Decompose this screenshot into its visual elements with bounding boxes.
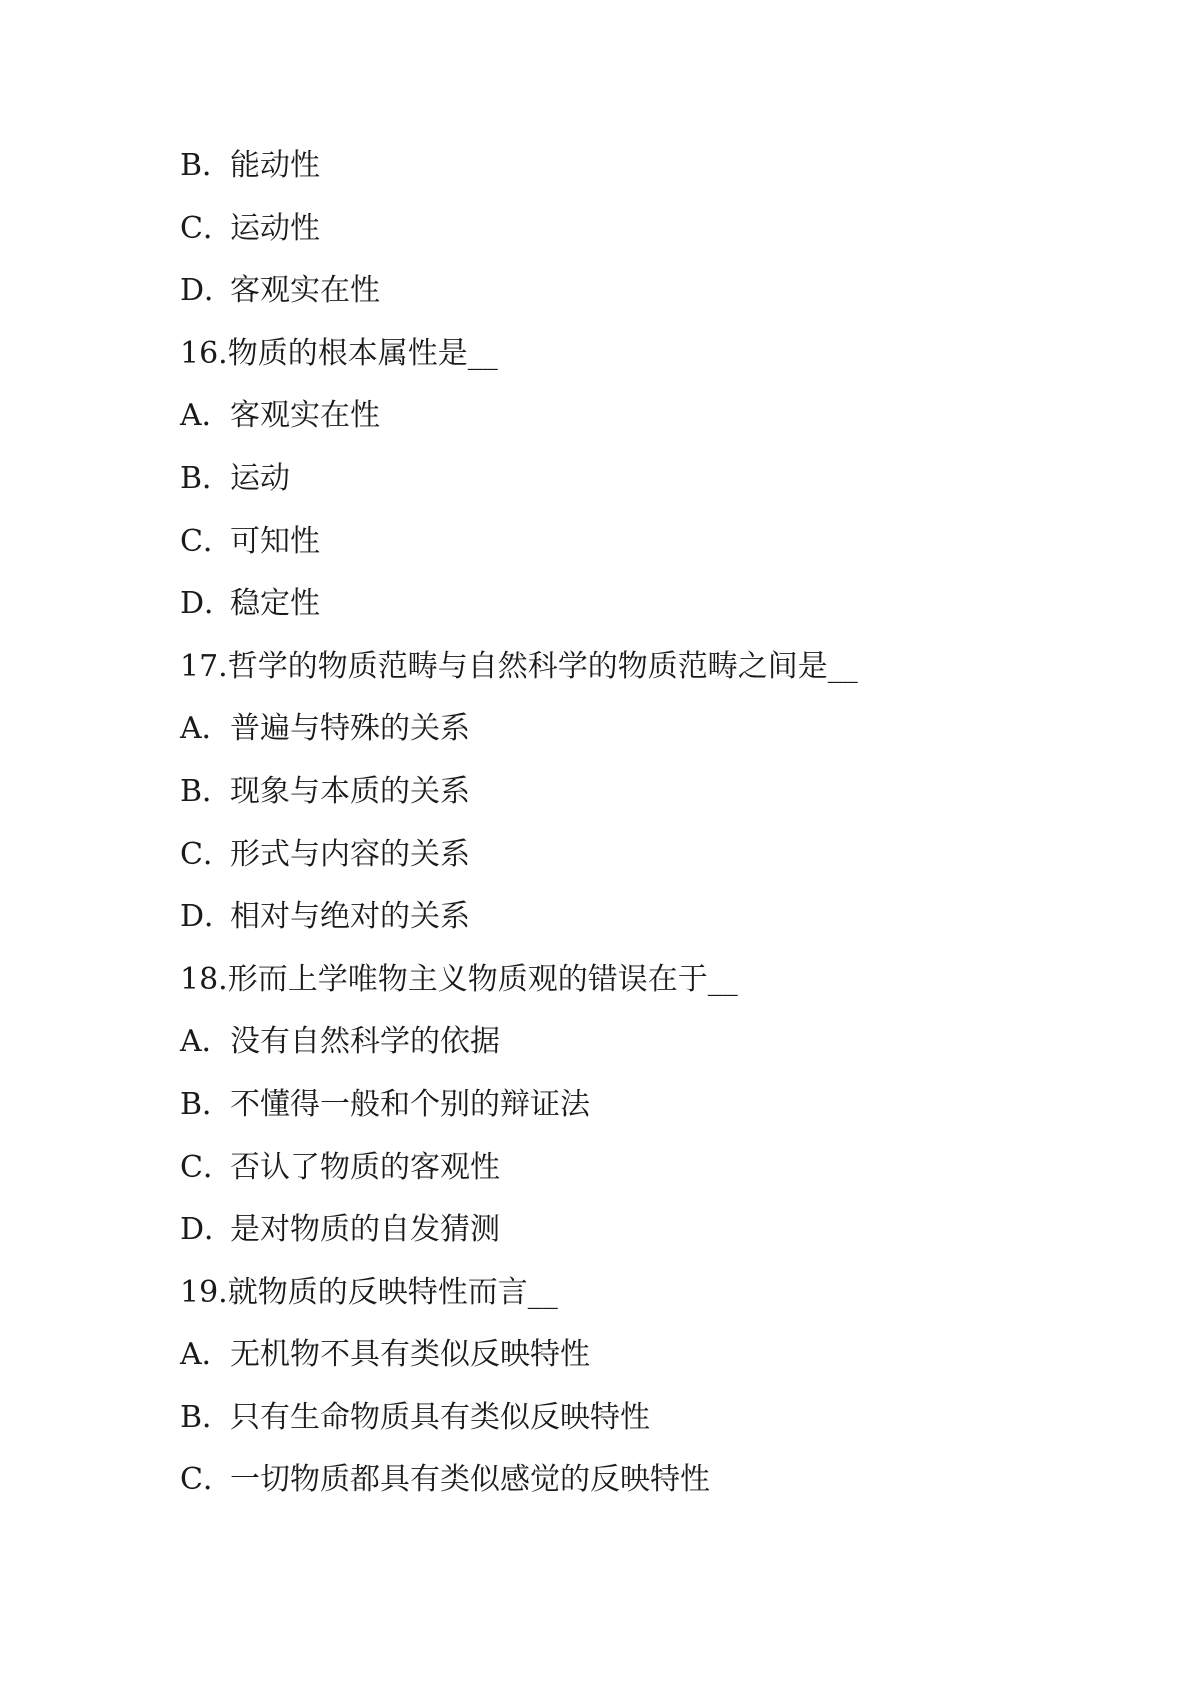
option-text: 形式与内容的关系 [230,836,470,872]
option-line [180,761,1140,824]
option-text: 客观实在性 [230,398,380,434]
question-line [180,1262,1140,1325]
question-line [180,636,1140,699]
option-text: 不懂得一般和个别的辩证法 [230,1086,590,1122]
question-text: 哲学的物质范畴与自然科学的物质范畴之间是__ [227,648,858,684]
option-letter: B． [180,773,233,809]
option-line [180,1199,1140,1262]
document-page [180,135,1140,1512]
question-number: 16. [180,335,228,371]
option-line [180,1137,1140,1200]
option-line [180,1074,1140,1137]
option-text: 稳定性 [230,586,320,622]
option-letter: B． [180,1086,233,1122]
question-number: 18. [180,961,228,997]
option-line [180,135,1140,198]
option-letter: C． [180,836,233,872]
option-text: 客观实在性 [230,273,380,309]
option-letter: B． [180,148,233,183]
option-letter: A． [180,1337,232,1373]
question-line [180,323,1140,386]
option-letter: D． [180,273,235,309]
option-text: 运动 [230,460,290,496]
option-letter: C． [180,210,233,246]
question-number: 19. [180,1274,228,1310]
option-letter: D． [180,586,235,622]
option-line [180,260,1140,323]
option-text: 一切物质都具有类似感觉的反映特性 [230,1462,710,1498]
option-line [180,1449,1140,1512]
option-line [180,573,1140,636]
question-text: 物质的根本属性是__ [227,335,498,371]
option-text: 可知性 [230,523,320,559]
option-line [180,385,1140,448]
option-line [180,886,1140,949]
option-letter: C． [180,1149,233,1185]
option-letter: A． [180,398,232,434]
option-line [180,511,1140,574]
option-text: 无机物不具有类似反映特性 [230,1337,590,1373]
option-letter: A． [180,711,232,747]
question-text: 就物质的反映特性而言__ [227,1274,558,1310]
option-line [180,1011,1140,1074]
question-line [180,949,1140,1012]
option-letter: C． [180,1462,233,1498]
option-letter: A． [180,1024,232,1060]
option-line [180,824,1140,887]
option-line [180,448,1140,511]
question-number: 17. [180,648,228,684]
option-line [180,1387,1140,1450]
question-text: 形而上学唯物主义物质观的错误在于__ [227,961,738,997]
option-line [180,1324,1140,1387]
option-text: 只有生命物质具有类似反映特性 [230,1399,650,1435]
option-text: 运动性 [230,210,320,246]
option-text: 现象与本质的关系 [230,773,470,809]
option-line [180,198,1140,261]
option-line [180,698,1140,761]
option-letter: D． [180,899,235,935]
option-text: 没有自然科学的依据 [230,1024,500,1060]
option-letter: C． [180,523,233,559]
option-letter: D． [180,1212,235,1248]
option-text: 是对物质的自发猜测 [230,1212,500,1248]
option-letter: B． [180,1399,233,1435]
option-text: 否认了物质的客观性 [230,1149,500,1185]
option-text: 相对与绝对的关系 [230,899,470,935]
option-text: 普遍与特殊的关系 [230,711,470,747]
option-letter: B． [180,460,233,496]
option-text: 能动性 [230,148,320,183]
